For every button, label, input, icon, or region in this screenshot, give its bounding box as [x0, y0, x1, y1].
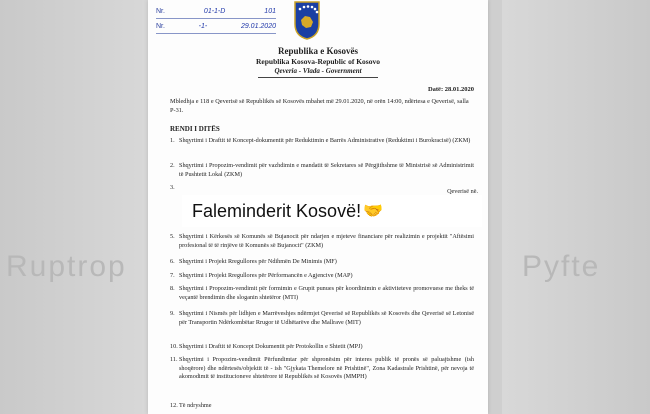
- agenda-item-text: Shqyrtimi i Projekt Rregullores për Përformancën e Agjencive (MAP): [179, 272, 353, 279]
- agenda-item-number: 1.: [170, 137, 175, 144]
- agenda-item-text: Të ndryshme: [179, 402, 212, 409]
- meeting-intro: Mbledhja e 118 e Qeverisë së Republikës së Kosovës mbahet më 29.01.2020, në orën 14:00, ndërtesa e Qeverisë, salla P-31.: [170, 98, 469, 114]
- agenda-item-number: 8.: [170, 285, 175, 292]
- stamp-handwritten: 01-1-D: [203, 7, 226, 15]
- agenda-item: [170, 162, 474, 179]
- agenda-item: [170, 258, 474, 267]
- agenda-item-number: 10.: [170, 343, 178, 350]
- agenda-item-number: 2.: [170, 162, 175, 169]
- agenda-item: [170, 343, 474, 352]
- agenda-item-text: Shqyrtimi i Kërkesës së Komunës së Bujanocit për ndarjen e mjeteve financiare për realizimin e projektit "Aftësimi profesional të të rinjëve të Komunës së Bujanocit" (ZKM): [179, 233, 474, 249]
- agenda-item: [170, 402, 474, 411]
- agenda-item-number: 7.: [170, 272, 175, 279]
- agenda-item: [170, 137, 474, 146]
- agenda-item: [170, 272, 474, 281]
- agenda-item-number: 3.: [170, 184, 175, 191]
- agenda-item-number: 9.: [170, 310, 175, 317]
- stamp-handwritten: 101: [264, 7, 276, 15]
- agenda-item-text: Shqyrtimi i Draftit të Koncept Dokumentit për Protokollin e Shtetit (MPJ): [179, 343, 363, 350]
- agenda-item: [170, 356, 474, 382]
- agenda-item: [170, 310, 474, 327]
- overlay-caption-banner: [182, 195, 482, 227]
- agenda-title: RENDI I DITËS: [170, 125, 220, 133]
- agenda-item: [170, 233, 474, 250]
- header-title: Republika e Kosovës: [277, 46, 358, 56]
- obscured-text-fragment: Qeverisë në.: [447, 188, 478, 195]
- agenda-item: [170, 184, 474, 193]
- agenda-item-text: Shqyrtimi i Propozim-vendimit Përfundimtar për shpronësim për interes publik të pronës së paluajtshme (ish shoqërore) dhe ndërtesës/objektit të - ish "Gjykata Themelore në Prishtinë", Zona Kadastrale Prishtinë, për nevoja të akomodimit të institucioneve shtetërore të Republikës së Kosovës (MMPH): [179, 356, 474, 380]
- handshake-icon: 🤝: [363, 203, 383, 220]
- agenda-item: [170, 285, 474, 302]
- agenda-item-text: Shqyrtimi i Projekt Rregullores për Ndihmën De Minimis (MF): [179, 258, 337, 265]
- header-institution: Qeveria - Vlada - Government: [274, 67, 362, 75]
- overlay-caption-text: Faleminderit Kosovë!: [192, 200, 362, 221]
- agenda-item-text: Shqyrtimi i Draftit të Koncept-dokumentit për Reduktimin e Barrës Administrative (Reduktimi i Burokracisë) (ZKM): [179, 137, 471, 144]
- stamp-handwritten: 29.01.2020: [240, 22, 276, 30]
- agenda-item-number: 5.: [170, 233, 175, 240]
- stamp-label: Nr.: [156, 22, 165, 30]
- stamp-label: Nr.: [156, 7, 165, 15]
- header-divider: [258, 77, 378, 78]
- blurred-ghost-text: Pyfte: [522, 250, 601, 283]
- agenda-item-number: 11.: [170, 356, 178, 363]
- blurred-ghost-text: Ruptrop: [6, 250, 127, 283]
- agenda-item-text: Shqyrtimi i Propozim-vendimit për vazhdimin e mandatit të Sekretares së Përgjithshme të Ministrisë së Administrimit të Pushtetit Lokal (ZKM): [179, 162, 474, 178]
- document-date: Datë: 28.01.2020: [427, 86, 474, 93]
- blurred-background-right: [502, 0, 650, 414]
- agenda-item-number: 12.: [170, 402, 178, 409]
- header-subtitle: Republika Kosova-Republic of Kosovo: [256, 57, 380, 66]
- kosovo-emblem-icon: [293, 0, 321, 40]
- registry-stamp: [156, 4, 276, 34]
- government-header: [148, 46, 488, 78]
- blurred-background-left: [0, 0, 148, 414]
- agenda-item-number: 6.: [170, 258, 175, 265]
- agenda-item-text: Shqyrtimi i Propozim-vendimit për formimin e Grupit punues për koordinimin e aktiviteteve promovuese me theks të veçantë brendimin dhe sloganin shtetëror (MTI): [179, 285, 474, 301]
- stamp-handwritten: -1-: [198, 22, 208, 30]
- agenda-item-text: [179, 184, 474, 193]
- agenda-item-text: Shqyrtimi i Nismës për lidhjen e Marrëveshjes ndërmjet Qeverisë së Republikës së Kosovës dhe Qeverisë së Letonisë për Transportin Ndërkombëtar Rrugor të Udhëtarëve dhe Mallrave (MIT): [179, 310, 474, 326]
